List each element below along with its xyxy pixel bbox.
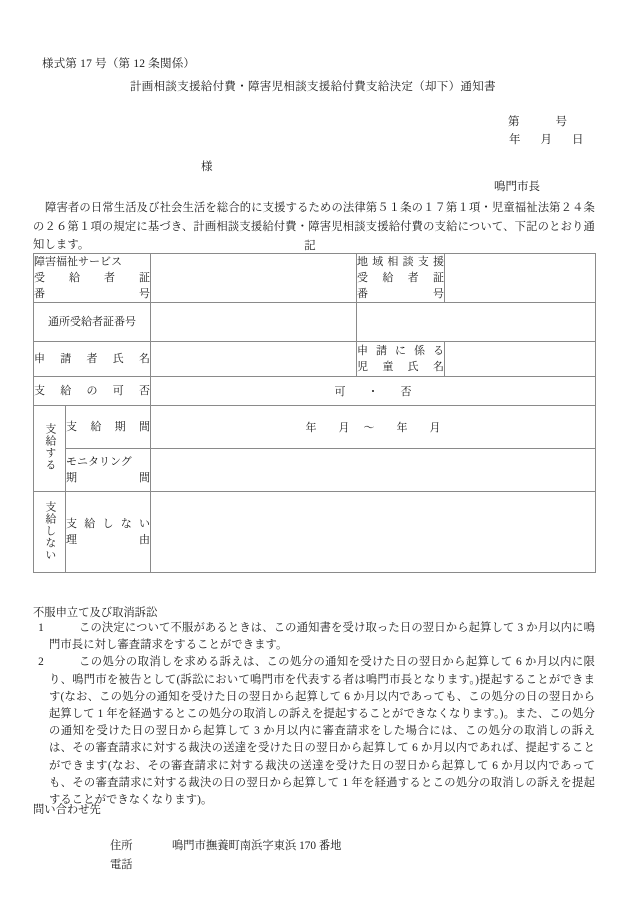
payment-period-template — [306, 422, 441, 434]
label-line-1: 障害福祉サービス — [34, 256, 122, 268]
appeal-item-text: この処分の取消しを求める訴えは、この処分の通知を受けた日の翌日から起算して 6 か月以内に限り、鳴門市を被告として(訴訟において鳴門市を代表する者は鳴門市長となります。)提起することができます(なお、この処分の通知を受けた日の翌日から起算して 6 か月以内であっても、この処分の日の翌日から起算して 1 年を経過するとこの処分の取消しの訴えを提起することができなくなります。)。また、この処分の通知を受けた日の翌日から起算して 3 か月以内に審査請求をした場合には、この処分の取消しの訴えは、その審査請求に対する裁決の送達を受けた日の翌日から起算して 6 か月以内であれば、提起することができます(なお、その審査請求に対する裁決の送達を受けた日の翌日から起算して 6 か月以内であっても、その審査請求に対する裁決の日の翌日から起算して 1 年を経過するとこの処分の取消しの訴えを提起することができなくなります)。 — [49, 656, 595, 807]
input-monitoring-period[interactable] — [151, 449, 596, 492]
period-start-month: 月 — [338, 422, 350, 434]
input-applicant-name[interactable] — [151, 342, 357, 377]
label-deny-vertical: 支給しない — [34, 492, 66, 573]
date-month-label: 月 — [540, 134, 552, 146]
decision-options — [335, 386, 412, 398]
issuer-name: 鳴門市長 — [494, 181, 540, 193]
option-separator: ・ — [367, 386, 379, 398]
ki-marker-text: 記 — [304, 240, 316, 252]
contact-address-label: 住所 — [110, 840, 133, 852]
contact-address-value: 鳴門市撫養町南浜字東浜 170 番地 — [172, 840, 342, 852]
input-child-name[interactable] — [445, 342, 596, 377]
input-deny-reason[interactable] — [151, 492, 596, 573]
appeal-item — [33, 654, 595, 809]
period-end-month: 月 — [429, 422, 441, 434]
decision-table — [33, 253, 596, 573]
table-row-applicant-name — [34, 342, 596, 377]
table-row-grant-period — [34, 406, 596, 449]
appeal-list — [33, 620, 595, 809]
contact-phone-label: 電話 — [110, 859, 133, 871]
contact-details — [110, 837, 341, 875]
date-year-label: 年 — [509, 134, 521, 146]
issue-number-prefix: 第 — [508, 116, 520, 128]
label-regional-consult-certificate: 地 域 相 談 支 援 受 給 者 証 番 号 — [357, 254, 445, 303]
intro-paragraph: 障害者の日常生活及び社会生活を総合的に支援するための法律第５１条の１７第１項・児童福祉法第２４条の２６第１項の規定に基づき、計画相談支援給付費・障害児相談支援給付費の支給について、下記のとおり通知します。 — [33, 202, 595, 251]
contact-phone-row — [110, 856, 341, 875]
document-title: 計画相談支援給付費・障害児相談支援給付費支給決定（却下）通知書 — [130, 81, 496, 93]
contact-address-row — [110, 837, 341, 856]
label-child-name: 申 請 に 係 る 児 童 氏 名 — [357, 342, 445, 377]
period-start-year: 年 — [305, 422, 317, 434]
label-tsusho-certificate: 通所受給者証番号 — [34, 303, 151, 342]
input-regional-consult-certificate-number[interactable] — [445, 254, 596, 303]
label-decision: 支 給 の 可 否 — [34, 377, 151, 406]
period-tilde: ～ — [363, 422, 375, 434]
tsusho-blank-cell — [357, 303, 596, 342]
label-deny-reason: 支 給 し な い 理 由 — [66, 492, 151, 573]
option-approve[interactable]: 可 — [334, 386, 346, 398]
input-service-certificate-number[interactable] — [151, 254, 357, 303]
label-monitoring-period: モニタリング 期 間 — [66, 449, 151, 492]
appeal-item-number: 2 — [38, 656, 44, 669]
appeal-item-number: 1 — [38, 622, 44, 634]
table-row-tsusho-certificate — [34, 303, 596, 342]
form-number: 様式第 17 号（第 12 条関係） — [42, 58, 196, 70]
label-grant-vertical: 支給する — [34, 406, 66, 492]
issue-date-line — [509, 131, 584, 147]
appeal-item-text: この決定について不服があるときは、この通知書を受け取った日の翌日から起算して 3 か月以内に鳴門市長に対し審査請求をすることができます。 — [49, 622, 595, 652]
ki-marker — [0, 237, 630, 253]
contact-phone-value — [172, 856, 341, 875]
appeal-item — [33, 620, 595, 654]
input-payment-period[interactable] — [151, 406, 596, 449]
input-tsusho-certificate-number[interactable] — [151, 303, 357, 342]
option-reject[interactable]: 否 — [400, 386, 412, 398]
issue-number-line — [508, 113, 567, 129]
addressee-suffix: 様 — [201, 161, 213, 173]
table-row-service-certificate — [34, 254, 596, 303]
table-row-decision — [34, 377, 596, 406]
appeal-section-title: 不服申立て及び取消訴訟 — [33, 607, 158, 619]
date-day-label: 日 — [572, 134, 584, 146]
period-end-year: 年 — [396, 422, 408, 434]
label-applicant-name: 申 請 者 氏 名 — [34, 342, 151, 377]
issue-number-suffix: 号 — [555, 116, 567, 128]
contact-section-title: 問い合わせ先 — [33, 804, 101, 816]
table-row-monitoring-period — [34, 449, 596, 492]
label-payment-period: 支 給 期 間 — [66, 406, 151, 449]
decision-choice-cell[interactable] — [151, 377, 596, 406]
label-service-certificate: 障害福祉サービス 受 給 者 証 番 号 — [34, 254, 151, 303]
table-row-deny-reason — [34, 492, 596, 573]
